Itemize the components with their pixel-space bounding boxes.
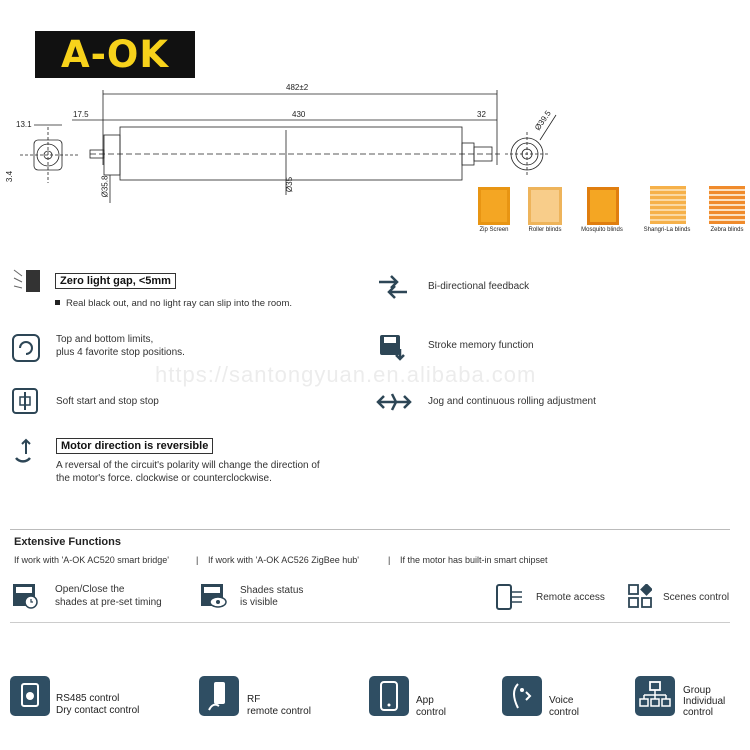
rs485-icon (10, 676, 50, 716)
remote-access-icon (496, 584, 524, 610)
group-line1: Group (683, 685, 711, 696)
condition-bridge: If work with 'A-OK AC520 smart bridge' (14, 555, 169, 565)
rf-remote-icon (199, 676, 239, 716)
brand-logo-text: A-OK (60, 33, 170, 76)
dim-overall-length: 482±2 (286, 83, 309, 92)
rs485-line2: Dry contact control (56, 705, 140, 716)
limits-line1: Top and bottom limits, (56, 334, 154, 345)
voice-line1: Voice (549, 695, 574, 706)
voice-icon (502, 676, 542, 716)
dim-tube-diameter: Ø35 (285, 176, 295, 193)
watermark: https://santongyuan.en.alibaba.com (155, 362, 537, 387)
blind-label: Mosquito blinds (581, 227, 623, 233)
rf-line1: RF (247, 694, 261, 705)
jog-icon (376, 390, 412, 414)
group-line3: control (683, 707, 714, 718)
memory-text: Stroke memory function (428, 340, 534, 351)
app-icon (369, 676, 409, 716)
direction-line2: the motor's force. clockwise or counterclockwise. (56, 473, 272, 484)
remote-access-text: Remote access (536, 592, 605, 603)
status-line1: Shades status (240, 585, 304, 596)
status-icon (200, 583, 228, 609)
jog-text: Jog and continuous rolling adjustment (428, 396, 596, 407)
dim-tube-length: 430 (292, 110, 306, 119)
dim-end-width: 13.1 (16, 120, 32, 129)
timing-icon (12, 583, 40, 609)
soft-start-icon (12, 388, 38, 414)
status-line2: is visible (240, 597, 278, 608)
group-line2: Individual (683, 696, 726, 707)
blind-label: Shangri-La blinds (643, 227, 691, 233)
brand-logo (35, 31, 195, 78)
rs485-line1: RS485 control (56, 693, 120, 704)
voice-line2: control (549, 707, 580, 718)
condition-hub: If work with 'A-OK AC526 ZigBee hub' (208, 555, 360, 565)
direction-title: Motor direction is reversible (56, 438, 213, 454)
bullet-icon (55, 300, 60, 305)
dim-head-length: 17.5 (73, 110, 89, 119)
dim-end-diameter: Ø39.5 (532, 108, 553, 133)
light-gap-icon (12, 266, 42, 294)
feedback-icon (377, 272, 409, 300)
app-line1: App (416, 695, 434, 706)
blind-label: Zebra blinds (710, 227, 744, 233)
scenes-text: Scenes control (663, 592, 730, 603)
app-line2: control (416, 707, 447, 718)
divider (10, 622, 730, 623)
group-control-icon (635, 676, 675, 716)
blind-roller (528, 187, 562, 225)
memory-icon (378, 333, 408, 363)
extensive-title: Extensive Functions (14, 536, 121, 548)
light-gap-desc: Real black out, and no light ray can slip into the room. (66, 298, 293, 309)
timing-line1: Open/Close the (55, 584, 125, 595)
dim-shaft-offset: 3.4 (5, 170, 15, 183)
blind-label: Roller blinds (528, 227, 562, 233)
rf-line2: remote control (247, 706, 311, 717)
blind-mosquito (587, 187, 619, 225)
direction-line1: A reversal of the circuit's polarity will change the direction of (56, 460, 320, 471)
separator: | (388, 555, 391, 565)
soft-start-text: Soft start and stop stop (56, 396, 159, 407)
blind-zip-screen (478, 187, 510, 225)
separator: | (196, 555, 199, 565)
dim-tail-length: 32 (477, 110, 486, 119)
timing-line2: shades at pre-set timing (55, 597, 162, 608)
blind-shangri-la (650, 186, 686, 224)
feedback-text: Bi-directional feedback (428, 281, 530, 292)
divider (10, 529, 730, 530)
limits-icon (12, 334, 40, 362)
limits-line2: plus 4 favorite stop positions. (56, 347, 185, 358)
blind-label: Zip Screen (479, 227, 509, 233)
blind-zebra (709, 186, 745, 224)
light-gap-title: Zero light gap, <5mm (55, 273, 176, 289)
scenes-icon (628, 584, 652, 608)
direction-icon (12, 436, 40, 466)
dim-head-diameter: Ø35.8 (100, 175, 110, 198)
condition-chipset: If the motor has built-in smart chipset (400, 555, 548, 565)
